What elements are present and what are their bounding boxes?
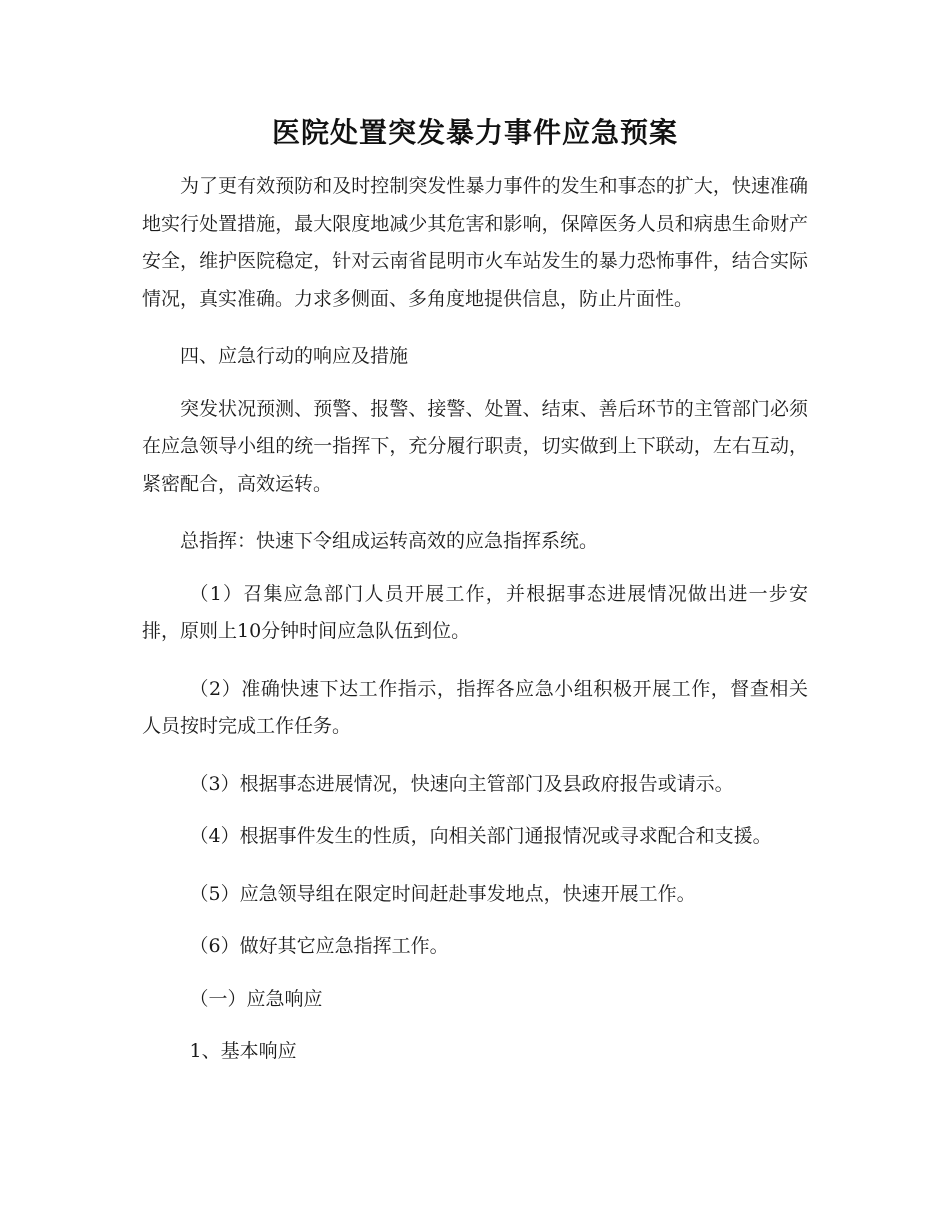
list-item-3: （3）根据事态进展情况，快速向主管部门及县政府报告或请示。 bbox=[189, 772, 734, 795]
paragraph-departments: 突发状况预测、预警、报警、接警、处置、结束、善后环节的主管部门必须在应急领导小组的统一指挥下，充分履行职责，切实做到上下联动，左右互动，紧密配合，高效运转。 bbox=[142, 397, 808, 495]
list-item-6: （6）做好其它应急指挥工作。 bbox=[189, 935, 449, 957]
list-item-4: （4）根据事件发生的性质，向相关部门通报情况或寻求配合和支援。 bbox=[189, 825, 772, 847]
document-page bbox=[142, 108, 808, 1071]
document-title: 医院处置突发暴力事件应急预案 bbox=[271, 116, 678, 149]
subsection-heading-basic-response: 1、基本响应 bbox=[189, 1040, 297, 1062]
paragraph-intro: 为了更有效预防和及时控制突发性暴力事件的发生和事态的扩大，快速准确地实行处置措施，最大限度地减少其危害和影响，保障医务人员和病患生命财产安全，维护医院稳定，针对云南省昆明市火车站发生的暴力恐怖事件，结合实际情况，真实准确。力求多侧面、多角度地提供信息，防止片面性。 bbox=[142, 175, 808, 310]
list-item-1: （1）召集应急部门人员开展工作，并根据事态进展情况做出进一步安排，原则上10分钟时间应急队伍到位。 bbox=[142, 582, 808, 642]
list-item-5: （5）应急领导组在限定时间赶赴事发地点，快速开展工作。 bbox=[189, 882, 696, 905]
paragraph-commander: 总指挥：快速下令组成运转高效的应急指挥系统。 bbox=[180, 530, 599, 552]
section-heading-response-measures: 四、应急行动的响应及措施 bbox=[180, 345, 409, 367]
list-item-2: （2）准确快速下达工作指示，指挥各应急小组积极开展工作，督查相关人员按时完成工作任务。 bbox=[142, 677, 808, 737]
subsection-heading-emergency-response: （一）应急响应 bbox=[189, 987, 323, 1010]
